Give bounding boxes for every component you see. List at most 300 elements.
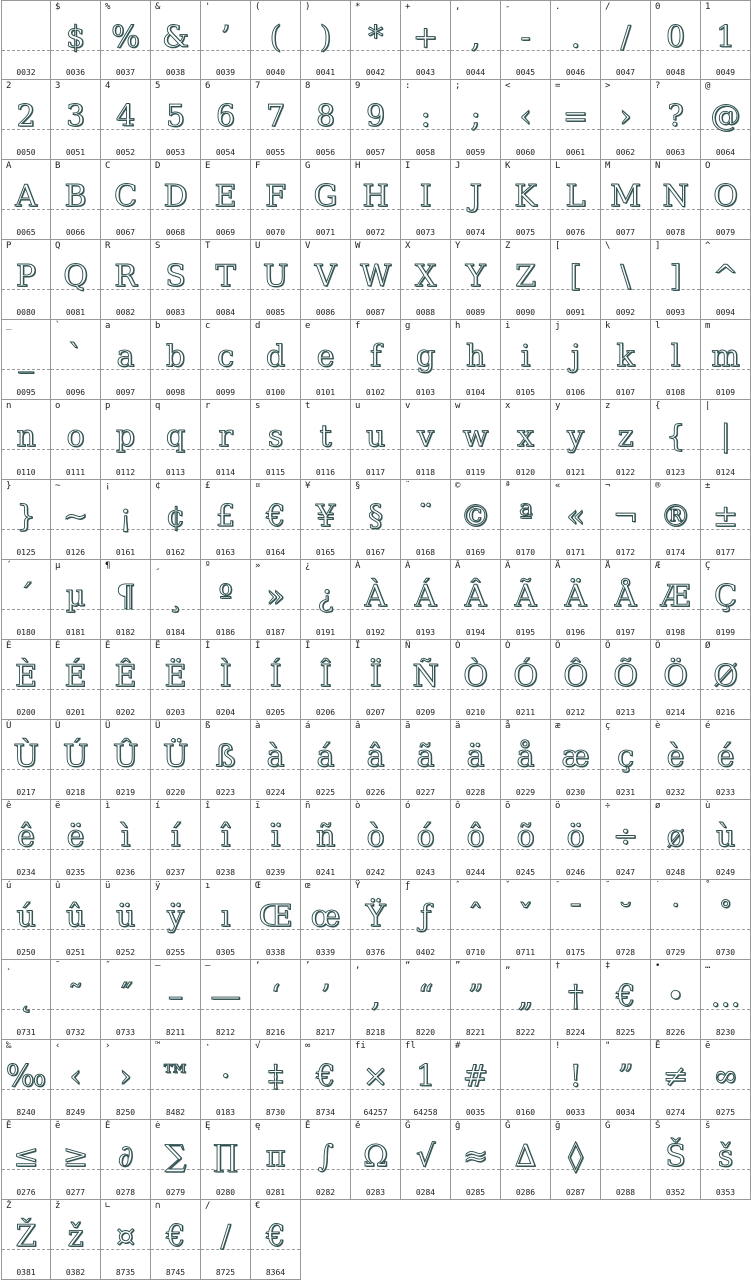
- glyph-sample: É: [64, 659, 87, 694]
- cell-char-label: K: [505, 161, 511, 171]
- glyph-sample: 4: [115, 99, 136, 134]
- cell-code: 0041: [315, 68, 336, 77]
- cell-char-label: Ä: [555, 561, 561, 571]
- glyph-cell: [51, 80, 101, 160]
- glyph-cell: [301, 960, 351, 1040]
- glyph-sample: Ç: [714, 579, 737, 614]
- glyph-cell: [501, 0, 551, 80]
- cell-code: 0119: [465, 468, 486, 477]
- cell-code: 0050: [16, 148, 36, 157]
- cell-code: 0082: [115, 308, 136, 317]
- cell-code: 0200: [16, 708, 36, 717]
- glyph-cell: [701, 80, 751, 160]
- glyph-sample: á: [316, 739, 335, 774]
- glyph-sample: ó: [416, 819, 435, 854]
- cell-code: 0228: [465, 788, 486, 797]
- glyph-cell: [101, 960, 151, 1040]
- glyph-sample: =: [562, 99, 589, 134]
- glyph-cell: [101, 80, 151, 160]
- cell-code: 0084: [215, 308, 236, 317]
- cell-char-label: H: [355, 161, 361, 171]
- cell-code: 0177: [715, 548, 736, 557]
- cell-code: 0229: [515, 788, 536, 797]
- glyph-cell: [551, 1120, 601, 1200]
- cell-char-label: M: [605, 161, 611, 171]
- cell-code: 0114: [215, 468, 236, 477]
- cell-code: 0059: [465, 148, 486, 157]
- glyph-cell: [151, 160, 201, 240]
- glyph-cell: [601, 800, 651, 880]
- glyph-cell: [601, 960, 651, 1040]
- cell-char-label: [: [555, 241, 561, 251]
- glyph-cell: [651, 1120, 701, 1200]
- glyph-sample: _: [18, 339, 34, 374]
- cell-char-label: .: [555, 2, 561, 12]
- cell-code: 0250: [16, 948, 36, 957]
- cell-char-label: i: [505, 321, 511, 331]
- cell-code: 0219: [115, 788, 136, 797]
- cell-code: 8220: [415, 1028, 436, 1037]
- cell-char-label: ¥: [305, 481, 311, 491]
- glyph-cell: [651, 240, 701, 320]
- glyph-sample: ê: [17, 819, 35, 854]
- glyph-cell: [101, 400, 151, 480]
- cell-char-label: =: [555, 81, 561, 91]
- cell-code: 0198: [665, 628, 686, 637]
- glyph-sample: é: [716, 739, 735, 774]
- cell-char-label: Ĕ: [6, 1121, 12, 1131]
- glyph-sample: ı: [220, 899, 231, 934]
- cell-char-label: Ó: [505, 641, 511, 651]
- glyph-cell: [101, 320, 151, 400]
- glyph-cell: [151, 1200, 201, 1280]
- glyph-cell: [201, 240, 251, 320]
- glyph-cell: [551, 240, 601, 320]
- glyph-sample: O: [713, 179, 738, 214]
- cell-char-label: V: [305, 241, 311, 251]
- glyph-sample: U: [262, 259, 289, 294]
- glyph-sample: π: [265, 1139, 286, 1174]
- cell-char-label: $: [55, 2, 61, 12]
- glyph-cell: [101, 880, 151, 960]
- cell-code: 0102: [365, 388, 386, 397]
- cell-code: 0305: [215, 948, 236, 957]
- glyph-cell: [351, 560, 401, 640]
- glyph-cell: [551, 640, 601, 720]
- cell-code: 0063: [665, 148, 686, 157]
- glyph-sample: †: [568, 979, 583, 1014]
- glyph-cell: [601, 80, 651, 160]
- glyph-cell: [701, 240, 751, 320]
- glyph-sample: ¡: [119, 499, 132, 534]
- cell-code: 0180: [16, 628, 36, 637]
- cell-char-label: ÿ: [155, 881, 161, 891]
- glyph-cell: [151, 480, 201, 560]
- glyph-sample: Ú: [62, 739, 89, 774]
- glyph-cell: [601, 480, 651, 560]
- cell-code: 0212: [565, 708, 586, 717]
- glyph-sample: …: [710, 979, 741, 1014]
- glyph-cell: [251, 880, 301, 960]
- glyph-sample: à: [266, 739, 285, 774]
- cell-code: 0382: [65, 1268, 86, 1277]
- cell-char-label: G: [305, 161, 311, 171]
- glyph-cell: [401, 480, 451, 560]
- cell-code: 0032: [16, 68, 36, 77]
- glyph-cell: [451, 240, 501, 320]
- glyph-cell: [501, 320, 551, 400]
- cell-code: 0230: [565, 788, 586, 797]
- cell-code: 0711: [515, 948, 536, 957]
- cell-code: 0055: [265, 148, 286, 157]
- cell-code: 0096: [65, 388, 86, 397]
- glyph-sample: ¿: [317, 579, 334, 614]
- glyph-sample: ì: [120, 819, 131, 854]
- cell-code: 0195: [515, 628, 536, 637]
- glyph-cell: [651, 400, 701, 480]
- cell-char-label: Z: [505, 241, 511, 251]
- cell-char-label: ğ: [555, 1121, 561, 1131]
- cell-char-label: n: [6, 401, 12, 411]
- glyph-sample: ¢: [165, 499, 186, 534]
- cell-char-label: „: [505, 961, 511, 971]
- cell-char-label: O: [705, 161, 711, 171]
- cell-code: 8221: [465, 1028, 486, 1037]
- cell-char-label: Õ: [605, 641, 611, 651]
- glyph-cell: [701, 1040, 751, 1120]
- cell-code: 0226: [365, 788, 386, 797]
- glyph-cell: [401, 400, 451, 480]
- glyph-cell: [401, 880, 451, 960]
- cell-char-label: Š: [655, 1121, 661, 1131]
- glyph-cell: [551, 880, 601, 960]
- cell-code: 0161: [115, 548, 136, 557]
- cell-code: 0078: [665, 228, 686, 237]
- glyph-cell: [51, 1200, 101, 1280]
- glyph-sample: p: [115, 419, 136, 454]
- glyph-cell: [701, 400, 751, 480]
- glyph-sample: ‡: [268, 1059, 283, 1094]
- glyph-sample: +: [412, 20, 439, 55]
- glyph-cell: [351, 480, 401, 560]
- cell-code: 0108: [665, 388, 686, 397]
- cell-code: 8224: [565, 1028, 586, 1037]
- glyph-sample: w: [462, 419, 489, 454]
- cell-code: 8745: [165, 1268, 186, 1277]
- cell-char-label: ĝ: [455, 1121, 461, 1131]
- cell-char-label: ¡: [105, 481, 111, 491]
- cell-code: 8225: [615, 1028, 636, 1037]
- cell-code: 0204: [215, 708, 236, 717]
- glyph-sample: /: [620, 20, 631, 55]
- glyph-sample: ù: [715, 819, 736, 854]
- glyph-sample: L: [565, 179, 586, 214]
- glyph-cell: [351, 80, 401, 160]
- glyph-sample: ˉ: [568, 899, 583, 934]
- cell-char-label: ì: [105, 801, 111, 811]
- glyph-sample: •: [666, 979, 685, 1014]
- cell-code: 0051: [65, 148, 86, 157]
- cell-char-label: (: [255, 2, 261, 12]
- glyph-sample: œ: [310, 899, 341, 934]
- glyph-cell: [351, 160, 401, 240]
- glyph-sample: ÿ: [167, 899, 184, 934]
- glyph-sample: /: [220, 1219, 231, 1254]
- glyph-cell: [651, 800, 701, 880]
- glyph-cell: [401, 640, 451, 720]
- cell-char-label: c: [205, 321, 211, 331]
- cell-code: 0732: [65, 1028, 86, 1037]
- cell-code: 8364: [265, 1268, 286, 1277]
- cell-char-label: ¸: [155, 561, 161, 571]
- glyph-cell: [51, 400, 101, 480]
- cell-char-label: fi: [355, 1041, 366, 1051]
- cell-code: 0060: [515, 148, 536, 157]
- glyph-cell: [451, 400, 501, 480]
- glyph-cell: [551, 1040, 601, 1120]
- glyph-sample: »: [266, 579, 285, 614]
- cell-code: 8230: [715, 1028, 736, 1037]
- cell-char-label: ‘: [255, 961, 261, 971]
- glyph-sample: ÷: [612, 819, 639, 854]
- cell-char-label: «: [555, 481, 561, 491]
- glyph-sample: Ï: [369, 659, 382, 694]
- glyph-sample: „: [517, 979, 534, 1014]
- glyph-sample: €: [265, 499, 286, 534]
- glyph-cell: [201, 160, 251, 240]
- cell-char-label: ˆ: [455, 881, 461, 891]
- cell-code: 0210: [465, 708, 486, 717]
- glyph-sample: o: [66, 419, 85, 454]
- cell-code: 0113: [165, 468, 186, 477]
- glyph-cell: [301, 480, 351, 560]
- cell-code: 0181: [65, 628, 86, 637]
- cell-char-label: q: [155, 401, 161, 411]
- cell-char-label: á: [305, 721, 311, 731]
- glyph-cell: [101, 0, 151, 80]
- cell-char-label: €: [255, 1201, 261, 1211]
- cell-char-label: Ĝ: [405, 1121, 411, 1131]
- glyph-sample: -: [520, 20, 531, 55]
- glyph-sample: €: [315, 1059, 336, 1094]
- glyph-sample: ∫: [317, 1139, 334, 1174]
- glyph-sample: ñ: [315, 819, 336, 854]
- cell-code: 0039: [215, 68, 236, 77]
- glyph-sample: ◊: [568, 1139, 583, 1174]
- cell-code: 0246: [565, 868, 586, 877]
- glyph-cell: [201, 80, 251, 160]
- glyph-cell: [151, 640, 201, 720]
- glyph-sample: #: [462, 1059, 489, 1094]
- cell-char-label: í: [155, 801, 161, 811]
- cell-code: 0164: [265, 548, 286, 557]
- cell-code: 0047: [615, 68, 636, 77]
- cell-char-label: Æ: [655, 561, 661, 571]
- glyph-cell: [201, 320, 251, 400]
- glyph-sample: ž: [67, 1219, 84, 1254]
- cell-code: 0075: [515, 228, 536, 237]
- glyph-sample: è: [666, 739, 685, 774]
- cell-char-label: ,: [455, 2, 461, 12]
- cell-char-label: Ë: [155, 641, 161, 651]
- cell-code: 0277: [65, 1188, 86, 1197]
- glyph-cell: [651, 0, 701, 80]
- cell-code: 0086: [315, 308, 336, 317]
- cell-char-label: ˚: [705, 881, 711, 891]
- glyph-cell: [301, 160, 351, 240]
- glyph-sample: æ: [561, 739, 590, 774]
- cell-code: 0199: [715, 628, 736, 637]
- glyph-cell: [51, 880, 101, 960]
- glyph-sample: b: [165, 339, 186, 374]
- cell-code: 8735: [115, 1268, 136, 1277]
- glyph-cell: [151, 720, 201, 800]
- cell-char-label: %: [105, 2, 111, 12]
- glyph-cell: [401, 720, 451, 800]
- glyph-sample: Á: [414, 579, 437, 614]
- glyph-cell: [601, 560, 651, 640]
- glyph-cell: [501, 480, 551, 560]
- glyph-sample: î: [220, 819, 231, 854]
- cell-char-label: y: [555, 401, 561, 411]
- cell-code: 0282: [315, 1188, 336, 1197]
- cell-char-label: ē: [705, 1041, 711, 1051]
- glyph-sample: :: [420, 99, 431, 134]
- glyph-sample: –: [168, 979, 183, 1014]
- glyph-sample: º: [218, 579, 233, 614]
- cell-char-label: Ę: [205, 1121, 211, 1131]
- glyph-sample: €: [265, 1219, 286, 1254]
- cell-code: 0071: [315, 228, 336, 237]
- glyph-cell: [651, 160, 701, 240]
- glyph-cell: [701, 720, 751, 800]
- cell-char-label: ø: [655, 801, 661, 811]
- cell-char-label: Y: [455, 241, 461, 251]
- cell-char-label: 4: [105, 81, 111, 91]
- cell-char-label: :: [405, 81, 411, 91]
- cell-code: 0089: [465, 308, 486, 317]
- glyph-sample: š: [717, 1139, 734, 1174]
- cell-code: 0231: [615, 788, 636, 797]
- glyph-sample: ã: [416, 739, 435, 774]
- glyph-cell: [601, 400, 651, 480]
- cell-code: 0216: [715, 708, 736, 717]
- cell-char-label: ©: [455, 481, 461, 491]
- cell-code: 0217: [16, 788, 36, 797]
- cell-code: 0064: [715, 148, 736, 157]
- glyph-cell: [251, 80, 301, 160]
- cell-char-label: /: [605, 2, 611, 12]
- cell-char-label: ¬: [605, 481, 611, 491]
- cell-char-label: Ö: [655, 641, 661, 651]
- cell-code: 0053: [165, 148, 186, 157]
- cell-code: 0184: [165, 628, 186, 637]
- cell-char-label: ě: [355, 1121, 361, 1131]
- glyph-cell: [701, 320, 751, 400]
- cell-char-label: _: [6, 321, 12, 331]
- glyph-cell: [1, 800, 51, 880]
- cell-code: 0235: [65, 868, 86, 877]
- cell-code: 0160: [515, 1108, 536, 1117]
- cell-code: 0110: [16, 468, 36, 477]
- glyph-sample: W: [360, 259, 391, 294]
- cell-code: 0037: [115, 68, 136, 77]
- cell-code: 0088: [415, 308, 436, 317]
- glyph-cell: [1, 960, 51, 1040]
- glyph-sample: ¨: [418, 499, 433, 534]
- cell-code: 0049: [715, 68, 736, 77]
- glyph-sample: Ü: [162, 739, 189, 774]
- cell-char-label: ^: [705, 241, 711, 251]
- cell-char-label: w: [455, 401, 461, 411]
- cell-char-label: ’: [305, 961, 311, 971]
- glyph-cell: [701, 960, 751, 1040]
- glyph-cell: [451, 80, 501, 160]
- glyph-cell: [601, 0, 651, 80]
- cell-code: 0093: [665, 308, 686, 317]
- glyph-sample: ®: [660, 499, 691, 534]
- cell-code: 0175: [565, 948, 586, 957]
- cell-code: 0376: [365, 948, 386, 957]
- cell-code: 0106: [565, 388, 586, 397]
- glyph-cell: [1, 320, 51, 400]
- glyph-cell: [451, 1120, 501, 1200]
- glyph-cell: [301, 880, 351, 960]
- cell-code: 0288: [615, 1188, 636, 1197]
- glyph-cell: [601, 320, 651, 400]
- cell-char-label: S: [155, 241, 161, 251]
- cell-code: 0165: [315, 548, 336, 557]
- glyph-sample: ≈: [462, 1139, 489, 1174]
- glyph-cell: [1, 640, 51, 720]
- cell-char-label: ∞: [305, 1041, 311, 1051]
- glyph-sample: Z: [515, 259, 536, 294]
- glyph-sample: m: [711, 339, 740, 374]
- cell-code: 0117: [365, 468, 386, 477]
- cell-code: 0209: [415, 708, 436, 717]
- cell-char-label: ı: [205, 881, 211, 891]
- glyph-sample: 6: [215, 99, 236, 134]
- glyph-sample: 9: [365, 99, 386, 134]
- cell-char-label: ]: [655, 241, 661, 251]
- cell-char-label: ú: [6, 881, 12, 891]
- glyph-sample: ª: [518, 499, 533, 534]
- cell-char-label: s: [255, 401, 261, 411]
- cell-code: 0044: [465, 68, 486, 77]
- cell-char-label: ±: [705, 481, 711, 491]
- cell-code: 0281: [265, 1188, 286, 1197]
- glyph-sample: l: [670, 339, 681, 374]
- cell-char-label: ç: [605, 721, 611, 731]
- cell-char-label: ˜: [55, 961, 61, 971]
- glyph-cell: [101, 800, 151, 880]
- glyph-cell: [251, 160, 301, 240]
- cell-char-label: …: [705, 961, 711, 971]
- glyph-cell: [351, 880, 401, 960]
- glyph-cell: [401, 960, 451, 1040]
- glyph-sample: ö: [566, 819, 585, 854]
- cell-char-label: o: [55, 401, 61, 411]
- cell-char-label: Ã: [505, 561, 511, 571]
- cell-code: 0245: [515, 868, 536, 877]
- cell-code: 0338: [265, 948, 286, 957]
- cell-code: 0234: [16, 868, 36, 877]
- cell-code: 0280: [215, 1188, 236, 1197]
- cell-char-label: º: [205, 561, 211, 571]
- glyph-sample: G: [313, 179, 338, 214]
- glyph-sample: ©: [460, 499, 491, 534]
- glyph-cell: [401, 800, 451, 880]
